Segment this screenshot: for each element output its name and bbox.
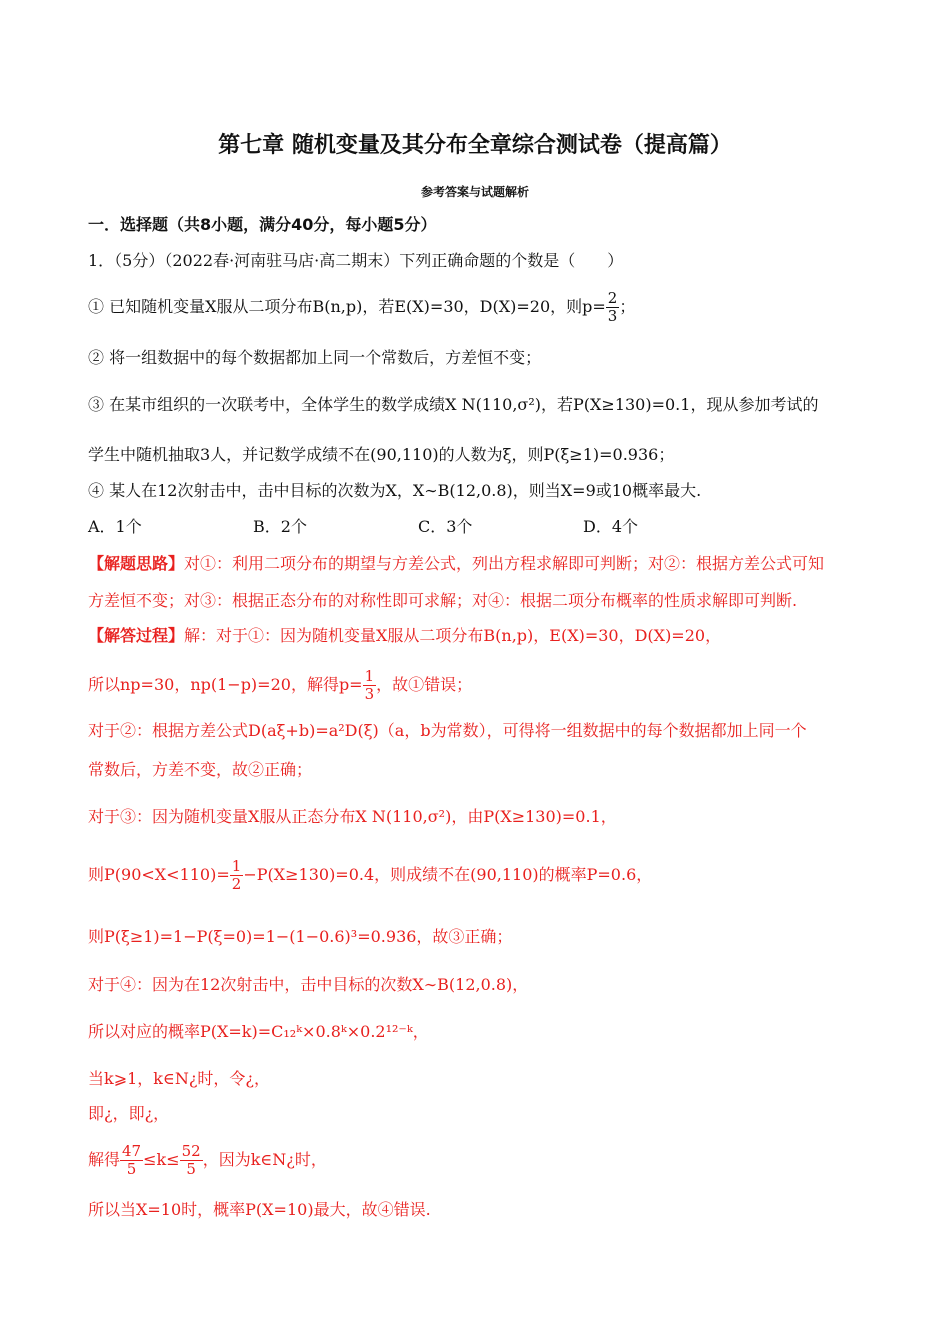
document-title: 第七章 随机变量及其分布全章综合测试卷（提高篇）	[218, 133, 732, 158]
solution-variance-line-2: 常数后，方差不变，故②正确；	[88, 760, 313, 779]
option-c: C．3个	[418, 517, 473, 536]
document-subtitle: 参考答案与试题解析	[420, 185, 529, 199]
solution-variance-line-1: 对于②：根据方差公式D(aξ+b)=a²D(ξ)（a，b为常数），可得将一组数据中的每个数据都加上同一个	[88, 721, 807, 740]
solution-xi-line: 则P(ξ≥1)=1−P(ξ=0)=1−(1−0.6)³=0.936，故③正确；	[88, 927, 513, 946]
statement-2: ② 将一组数据中的每个数据都加上同一个常数后，方差恒不变；	[88, 348, 542, 367]
statement-4: ④ 某人在12次射击中，击中目标的次数为X，X∼B(12,0.8)，则当X=9或10概率最大.	[88, 481, 702, 500]
solution-four-line: 对于④：因为在12次射击中，击中目标的次数X∼B(12,0.8)，	[88, 975, 529, 994]
answer-options	[88, 516, 870, 538]
option-d: D．4个	[583, 517, 639, 536]
solution-binomial-probability-line: 所以对应的概率P(X=k)=C₁₂ᵏ×0.8ᵏ×0.2¹²⁻ᵏ，	[88, 1022, 429, 1041]
solution-process-line-1: 【解答过程】解：对于①：因为随机变量X服从二项分布B(n,p)，E(X)=30，D(X)=20，	[88, 626, 722, 645]
question-stem: 1．（5分）（2022春·河南驻马店·高二期末）下列正确命题的个数是（ ）	[88, 251, 624, 270]
solution-process-label: 【解答过程】	[88, 626, 185, 645]
solution-normal-line: 对于③：因为随机变量X服从正态分布X N(110,σ²)，由P(X≥130)=0.1，	[88, 807, 617, 826]
option-b: B．2个	[253, 517, 307, 536]
fraction-52-5: $\frac{52}{5}$	[181, 1142, 201, 1178]
solution-probability-line: 则P(90<X<110)= $\frac{1}{2}$ −P(X≥130)=0.4，则成绩不在(90,110)的概率P=0.6，	[88, 857, 653, 893]
statement-1: ① 已知随机变量X服从二项分布B(n,p)，若E(X)=30，D(X)=20，则p= $\frac{2}{3}$ ；	[88, 289, 636, 325]
solution-final-line: 所以当X=10时，概率P(X=10)最大，故④错误.	[88, 1200, 431, 1219]
solution-idea-line-1: 【解题思路】对①：利用二项分布的期望与方差公式，列出方程求解即可判断；对②：根据方差公式可知	[88, 554, 825, 573]
solution-condition-line: 当k⩾1，k∈N¿时，令¿，	[88, 1069, 270, 1088]
solution-idea-label: 【解题思路】	[88, 554, 185, 573]
fraction-one-half: $\frac{1}{2}$	[231, 857, 242, 893]
solution-range-line: 解得 $\frac{47}{5}$ ≤k≤ $\frac{52}{5}$ ，因为k∈N¿时，	[88, 1142, 327, 1178]
fraction-one-third: $\frac{1}{3}$	[364, 667, 375, 703]
solution-idea-line-2: 方差恒不变；对③：根据正态分布的对称性即可求解；对④：根据二项分布概率的性质求解即可判断.	[88, 591, 798, 610]
solution-inequality-line: 即¿，即¿，	[88, 1104, 170, 1123]
fraction-47-5: $\frac{47}{5}$	[122, 1142, 142, 1178]
statement-3-line-2: 学生中随机抽取3人，并记数学成绩不在(90,110)的人数为ξ，则P(ξ≥1)=0.936；	[88, 445, 675, 464]
section-heading: 一．选择题（共8小题，满分40分，每小题5分）	[88, 215, 437, 234]
statement-1-text: ① 已知随机变量X服从二项分布B(n,p)，若E(X)=30，D(X)=20，则p=	[88, 297, 606, 316]
solution-line-np: 所以np=30，np(1−p)=20，解得p= $\frac{1}{3}$ ，故①错误；	[88, 667, 473, 703]
statement-3-line-1: ③ 在某市组织的一次联考中，全体学生的数学成绩X N(110,σ²)，若P(X≥130)=0.1，现从参加考试的	[88, 395, 819, 414]
fraction-two-thirds: $\frac{2}{3}$	[607, 289, 618, 325]
option-a: A．1个	[88, 517, 142, 536]
